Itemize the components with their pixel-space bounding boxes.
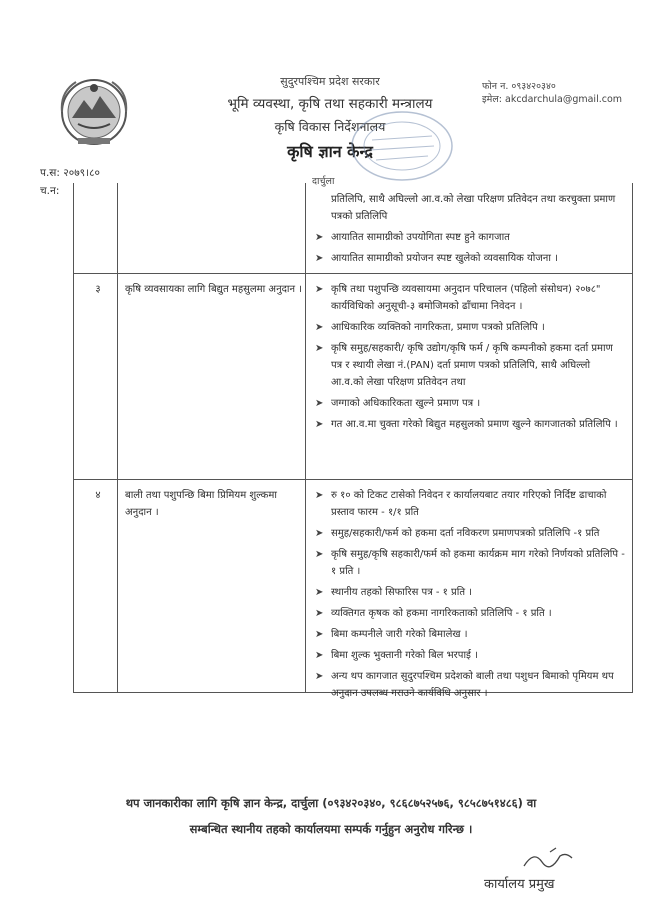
list-item: ➤ बिमा शुल्क भुक्तानी गरेको बिल भरपाई । [313, 647, 625, 664]
list-item: ➤ आधिकारिक व्यक्तिको नागरिकता, प्रमाण पत्रको प्रतिलिपि । [313, 319, 625, 336]
table-row [313, 487, 625, 706]
nepal-emblem-icon [56, 72, 132, 152]
list-item: ➤ समुह/सहकारी/फर्म को हकमा दर्ता नविकरण प्रमाणपत्रको प्रतिलिपि -१ प्रति [313, 525, 625, 542]
footer-contact-line: थप जानकारीका लागि कृषि ज्ञान केन्द्र, दार्चुला (०९३४२०३४०, ९८६८७५२५७६, ९८५८७५१४८६) वा [125, 796, 537, 810]
arrow-bullet-icon: ➤ [315, 587, 324, 598]
row-title: कृषि व्यवसायका लागि बिद्युत महसुलमा अनुदान । [125, 284, 303, 295]
office-name: कृषि ज्ञान केन्द्र [287, 142, 373, 161]
list-item: ➤ कृषि तथा पशुपन्छि व्यवसायमा अनुदान परिचालन (पहिलो संसोधन) २०७८" कार्यविधिको अनुसूची-३ बमोजिमको ढाँचामा निवेदन । [313, 281, 625, 315]
arrow-bullet-icon: ➤ [315, 398, 324, 409]
signature-mark [520, 846, 576, 872]
arrow-bullet-icon: ➤ [315, 671, 324, 682]
row-title: बाली तथा पशुपन्छि बिमा प्रिमियम शुल्कमा अनुदान । [125, 490, 277, 518]
row-number: ३ [95, 284, 101, 295]
list-item: ➤ अन्य थप कागजात सुदुरपश्चिम प्रदेशको बाली तथा पशुधन बिमाको पृमियम थप अनुदान उपलब्ध गराउने कार्यविधि अनुसार । [313, 668, 625, 702]
arrow-bullet-icon: ➤ [315, 419, 324, 430]
footer-request-line: सम्बन्धित स्थानीय तहको कार्यालयमा सम्पर्क गर्नुहुन अनुरोध गरिन्छ । [189, 822, 473, 836]
list-item: ➤ गत आ.व.मा चुक्ता गरेको बिद्युत महसुलको प्रमाण खुल्ने कागजातको प्रतिलिपि । [313, 416, 625, 433]
arrow-bullet-icon: ➤ [315, 232, 324, 243]
list-item: ➤ व्यक्तिगत कृषक को हकमा नागरिकताको प्रतिलिपि - १ प्रति । [313, 605, 625, 622]
list-item: ➤ बिमा कम्पनीले जारी गरेको बिमालेख । [313, 626, 625, 643]
arrow-bullet-icon: ➤ [315, 549, 324, 560]
requirements-table [73, 183, 633, 699]
arrow-bullet-icon: ➤ [315, 629, 324, 640]
arrow-bullet-icon: ➤ [315, 608, 324, 619]
office-chief-label: कार्यालय प्रमुख [484, 877, 555, 892]
list-item: ➤ आयातित सामाग्रीको उपयोगिता स्पष्ट हुने कागजात [313, 229, 625, 246]
list-item: प्रतिलिपि, साथै अघिल्लो आ.व.को लेखा परिक्षण प्रतिवेदन तथा करचुक्ता प्रमाण पत्रको प्रतिलिपि [331, 194, 616, 222]
arrow-bullet-icon: ➤ [315, 253, 324, 264]
province-government: सुदुरपश्चिम प्रदेश सरकार [280, 75, 380, 88]
list-item: ➤ कृषि समुह/कृषि सहकारी/फर्म को हकमा कार्यक्रम माग गरेको निर्णयको प्रतिलिपि - १ प्रति । [313, 546, 625, 580]
list-item: ➤ आयातित सामाग्रीको प्रयोजन स्पष्ट खुलेको व्यवसायिक योजना । [313, 250, 625, 267]
arrow-bullet-icon: ➤ [315, 343, 324, 354]
reference-number: प.स: २०७९।८० [40, 167, 101, 179]
directorate-name: कृषि विकास निर्देशनालय [274, 119, 386, 134]
arrow-bullet-icon: ➤ [315, 284, 324, 295]
arrow-bullet-icon: ➤ [315, 322, 324, 333]
phone-number: फोन न. ०९३४२०३४० [482, 81, 556, 92]
table-row [313, 281, 625, 437]
row-number: ४ [95, 490, 101, 501]
arrow-bullet-icon: ➤ [315, 490, 324, 501]
office-stamp [348, 106, 456, 186]
table-row [313, 191, 625, 271]
email-address: इमेल: akcdarchula@gmail.com [482, 94, 623, 105]
arrow-bullet-icon: ➤ [315, 528, 324, 539]
ministry-name: भूमि व्यवस्था, कृषि तथा सहकारी मन्त्रालय [227, 96, 433, 112]
dispatch-number: च.न: [40, 185, 60, 197]
list-item: ➤ जग्गाको अधिकारिकता खुल्ने प्रमाण पत्र । [313, 395, 625, 412]
list-item: ➤ स्थानीय तहको सिफारिस पत्र - १ प्रति । [313, 584, 625, 601]
arrow-bullet-icon: ➤ [315, 650, 324, 661]
list-item: ➤ कृषि समुह/सहकारी/ कृषि उद्योग/कृषि फर्म / कृषि कम्पनीको हकमा दर्ता प्रमाण पत्र र स्थायी लेखा नं.(PAN) दर्ता प्रमाण पत्रको प्रतिलिपि, साथै अघिल्लो आ.व.को लेखा परिक्षण प्रतिवेदन तथा [313, 340, 625, 391]
list-item: ➤ रु १० को टिकट टासेको निवेदन र कार्यालयबाट तयार गरिएको निर्दिष्ट ढाचाको प्रस्ताव फारम - १/१ प्रति [313, 487, 625, 521]
office-location: दार्चुला [312, 176, 335, 187]
